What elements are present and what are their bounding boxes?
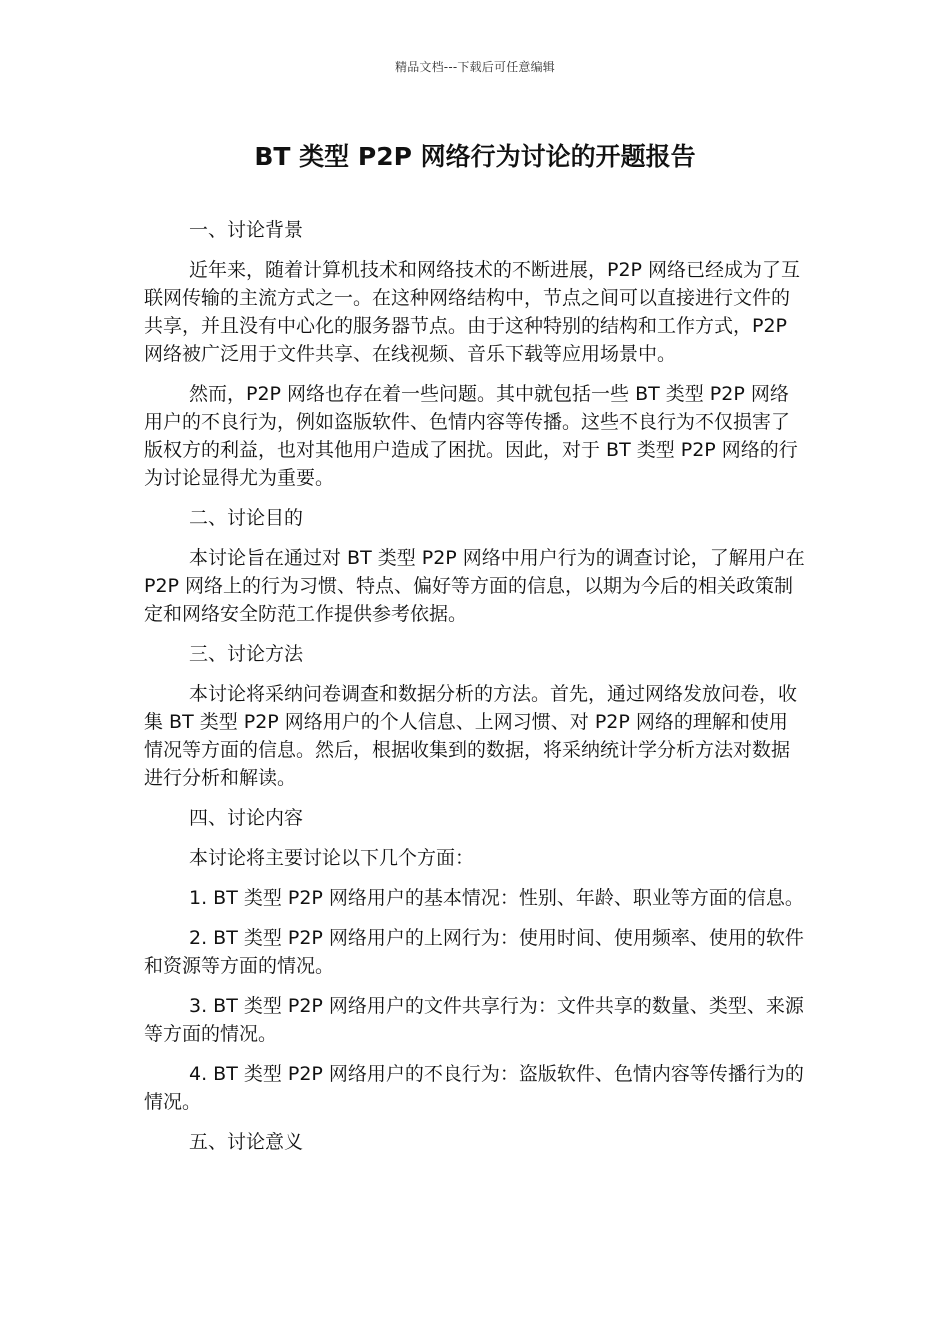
document-body [144,216,806,1168]
page-header: 精品文档---下载后可任意编辑 [395,60,555,74]
section-heading-method: 三、讨论方法 [189,643,304,665]
section-heading-background: 一、讨论背景 [189,219,304,241]
list-item-content-2: 2. BT 类型 P2P 网络用户的上网行为：使用时间、使用频率、使用的软件和资源等方面的情况。 [144,927,804,977]
paragraph-background-1: 近年来，随着计算机技术和网络技术的不断进展，P2P 网络已经成为了互联网传输的主流方式之一。在这种网络结构中，节点之间可以直接进行文件的共享，并且没有中心化的服务器节点。由于这种特别的结构和工作方式，P2P 网络被广泛用于文件共享、在线视频、音乐下载等应用场景中。 [144,259,801,365]
paragraph-method-1: 本讨论将采纳问卷调查和数据分析的方法。首先，通过网络发放问卷，收集 BT 类型 P2P 网络用户的个人信息、上网习惯、对 P2P 网络的理解和使用情况等方面的信息。然后，根据收集到的数据，将采纳统计学分析方法对数据进行分析和解读。 [144,683,798,789]
section-heading-purpose: 二、讨论目的 [189,507,304,529]
list-item-content-3: 3. BT 类型 P2P 网络用户的文件共享行为：文件共享的数量、类型、来源等方面的情况。 [144,995,804,1045]
document-title: BT 类型 P2P 网络行为讨论的开题报告 [254,142,696,171]
list-item-content-4: 4. BT 类型 P2P 网络用户的不良行为：盗版软件、色情内容等传播行为的情况。 [144,1063,804,1113]
list-item-content-1: 1. BT 类型 P2P 网络用户的基本情况：性别、年龄、职业等方面的信息。 [189,887,804,909]
paragraph-background-2: 然而，P2P 网络也存在着一些问题。其中就包括一些 BT 类型 P2P 网络用户的不良行为，例如盗版软件、色情内容等传播。这些不良行为不仅损害了版权方的利益，也对其他用户造成了困扰。因此，对于 BT 类型 P2P 网络的行为讨论显得尤为重要。 [144,383,798,489]
section-heading-significance: 五、讨论意义 [189,1131,304,1153]
paragraph-content-intro: 本讨论将主要讨论以下几个方面： [189,847,475,869]
section-heading-content: 四、讨论内容 [189,807,304,829]
paragraph-purpose-1: 本讨论旨在通过对 BT 类型 P2P 网络中用户行为的调查讨论，了解用户在 P2P 网络上的行为习惯、特点、偏好等方面的信息，以期为今后的相关政策制定和网络安全防范工作提供参考依据。 [144,547,805,625]
